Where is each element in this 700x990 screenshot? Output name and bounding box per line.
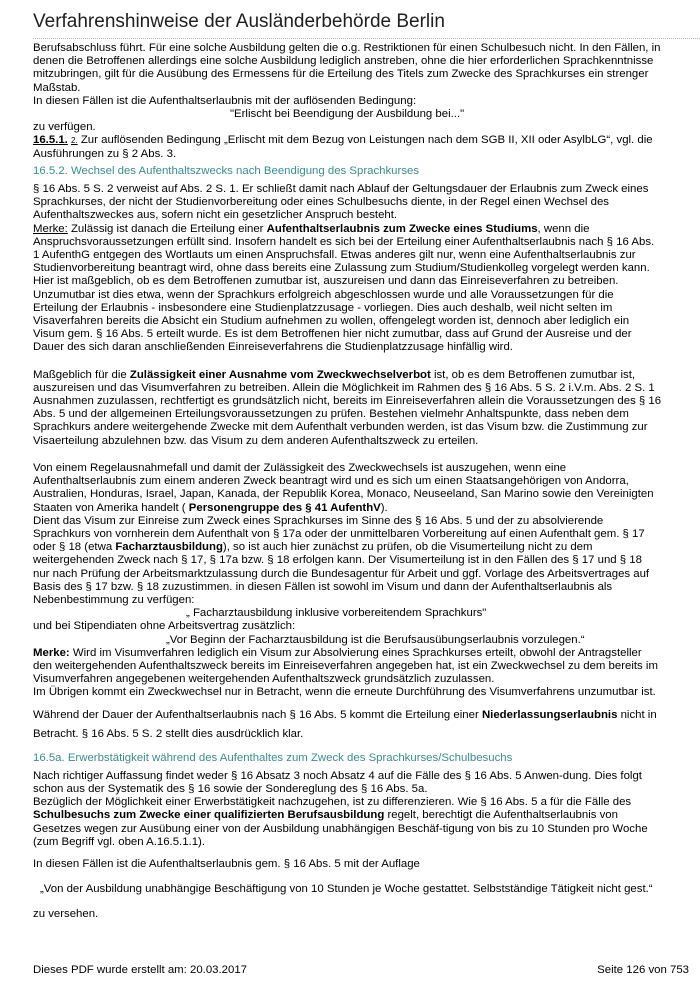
- text-span: ist, ob es dem Betroffenen zumutbar ist,: [430, 368, 636, 381]
- footer-page-number: Seite 126 von 753: [597, 964, 689, 976]
- merke-label: Merke:: [33, 222, 68, 235]
- text-line: weitergehenden Zweck nach § 17, § 17a bzw. § 18 erfolgen kann. Der Visumerteilung ist in den Fällen des § 17 und § 18: [33, 554, 642, 567]
- text-line: Basis des § 17 bzw. § 18 zuzustimmen. in diesen Fällen ist sowohl im Visum und dann der Aufenthaltserlaubnis als: [33, 580, 613, 593]
- text-line: nur nach Prüfung der Arbeitsmarktzulassung durch die Bundesagentur für Arbeit und ggf. Vorlage des Arbeitsvertrages auf: [33, 567, 650, 580]
- text-span: Wird im Visumverfahren lediglich ein Visum zur Absolvierung eines Sprachkurses erteilt, obwohl der Antragsteller: [69, 646, 642, 659]
- text-line: den weitergehenden Aufenthaltszweck bereits im Einreiseverfahren angegeben hat, ist ein Zweckwechsel zu dem bereits im: [33, 659, 658, 672]
- text-line: § 16 Abs. 5 S. 2 verweist auf Abs. 2 S. 1. Er schließt damit nach Ablauf der Geltungsdauer der Erlaubnis zum Zweck eines: [33, 183, 649, 196]
- text-line: Gesetzes wegen zur Ausübung einer von der Ausbildung unabhängigen Beschäf-tigung von bis zu 10 Stunden pro Woche: [33, 822, 648, 835]
- text-line: Sprachkurses, der nicht der Studienvorbereitung oder eines Schulbesuchs diente, in der Regel einen Wechsel des: [33, 196, 609, 209]
- text-line: [33, 706, 700, 725]
- text-line: Berufsabschluss führt. Für eine solche Ausbildung gelten die o.g. Restriktionen für einen Schulbesuch nicht. In den Fällen, in: [33, 42, 661, 54]
- text-line: [33, 502, 700, 515]
- text-line: 1 AufenthG entgegen des Wortlauts um einen Anspruchsfall. Etwas anderes gilt nur, wenn eine Aufenthaltserlaubnis zur: [33, 249, 636, 262]
- text-line: auszureisen und das Visumverfahren zu betreiben. Allein die Möglichkeit im Rahmen des § 16 Abs. 5 S. 2 i.V.m. Abs. 2 S. 1: [33, 381, 655, 394]
- text-line: [33, 369, 700, 382]
- text-span: nicht in: [617, 708, 657, 721]
- text-line: Unzumutbar ist dies etwa, wenn der Sprachkurs erfolgreich abgeschlossen wurde und alle Voraussetzungen für die: [33, 288, 614, 301]
- text-line: [33, 134, 700, 147]
- text-line: Studienvorbereitung beantragt wird, ohne dass bereits eine Zulassung zum Studium/Studienkolleg vorgelegt werden kann.: [33, 262, 650, 275]
- text-line: Maßstab.: [33, 81, 81, 94]
- text-line: Visaverfahren bereits die Absicht ein Studium aufnehmen zu wollen, offengelegt worden ist, dennoch aber lediglich ein: [33, 315, 630, 328]
- text-line: Im Übrigen kommt ein Zweckwechsel nur in Betracht, wenn die erneute Durchführung des Visumverfahrens unzumutbar ist.: [33, 686, 656, 699]
- document-body: [33, 42, 700, 924]
- footer-created-date: Dieses PDF wurde erstellt am: 20.03.2017: [33, 964, 247, 976]
- text-line: Bezüglich der Möglichkeit einer Erwerbstätigkeit nachzugehen, ist zu differenzieren. Wie § 16 Abs. 5 a für die Fälle des: [33, 796, 632, 809]
- bold-span: Personengruppe des § 41 AufenthV: [188, 501, 381, 514]
- text-line: Von einem Regelausnahmefall und damit der Zulässigkeit des Zweckwechsels ist auszugehen, wenn eine: [33, 461, 567, 474]
- bold-span: Aufenthaltserlaubnis zum Zwecke eines Studiums: [266, 222, 538, 235]
- text-line: [33, 809, 700, 822]
- text-line: Nebenbestimmung zu verfügen:: [33, 593, 195, 606]
- text-line: Australien, Honduras, Israel, Japan, Kanada, der Republik Korea, Monaco, Neuseeland, San Marino sowie den Vereinigten: [33, 488, 654, 501]
- text-line: Anspruchsvoraussetzungen erfüllt sind. Insofern handelt es sich bei der Erteilung einer Aufenthaltserlaubnis nach § 16 Abs.: [33, 235, 655, 248]
- text-span: Zulässig ist danach die Erteilung einer: [67, 222, 267, 235]
- text-span: oder § 18 (etwa: [33, 541, 116, 554]
- text-line: Ausführungen zu § 2 Abs. 3.: [33, 147, 177, 160]
- text-line: (zum Begriff vgl. oben A.16.5.1.1).: [33, 835, 206, 848]
- bold-span: Niederlassungserlaubnis: [481, 708, 618, 721]
- text-line: und bei Stipendiaten ohne Arbeitsvertrag zusätzlich:: [33, 620, 296, 633]
- text-line: Nach richtiger Auffassung findet weder § 16 Absatz 3 noch Absatz 4 auf die Fälle des § 16 Abs. 5 Anwen-dung. Dies folgt: [33, 769, 642, 782]
- text-line: Sprachkurs von vornherein dem Aufenthalt von § 17a oder der unmittelbaren Vorbereitung auf einen Aufenthalt gem. § 17: [33, 527, 645, 540]
- text-line: Aufenthaltszweckes aus, sofern nicht ein gesetzlicher Anspruch besteht.: [33, 209, 398, 222]
- section-heading: 16.5.2. Wechsel des Aufenthaltszwecks nach Beendigung des Sprachkurses: [33, 164, 420, 177]
- text-span: ), so ist auch hier zunächst zu prüfen, ob die Visumerteilung nicht zu dem: [222, 541, 593, 554]
- text-line: zu versehen.: [33, 907, 99, 920]
- text-line: Visaerteilung abzulehnen bzw. das Visum zu dem anderen Aufenthaltszweck zu erteilen.: [33, 434, 479, 447]
- bold-span: Schulbesuchs zum Zwecke einer qualifizierten Berufsausbildung: [33, 809, 385, 822]
- text-line: mitzubringen, gilt für die Ausübung des Ermessens für die Erteilung des Titels zum Zwecke des Sprachkurses ein strenger: [33, 68, 649, 81]
- text-line: Aufenthaltserlaubnis zum einem anderen Zweck beantragt wird und es sich um einen Staatsangehörigen von Andorra,: [33, 475, 629, 488]
- text-line: [33, 223, 700, 236]
- page-title: Verfahrenshinweise der Ausländerbehörde Berlin: [33, 11, 445, 32]
- text-line: Abs. 5 und der allgemeinen Erteilungsvoraussetzungen zu prüfen. Bestehen vielmehr Anhaltspunkte, dass neben dem: [33, 408, 629, 421]
- text-line: [33, 647, 700, 660]
- text-line: In diesen Fällen ist die Aufenthaltserlaubnis gem. § 16 Abs. 5 mit der Auflage: [33, 857, 420, 870]
- text-line: Visumverfahren angegebenen weitergehenden Aufenthaltszweck grundsätzlich zuzulassen.: [33, 673, 495, 686]
- text-line: Dient das Visum zur Einreise zum Zweck eines Sprachkurses im Sinne des § 16 Abs. 5 und der zu absolvierende: [33, 514, 604, 527]
- text-span: Während der Dauer der Aufenthaltserlaubnis nach § 16 Abs. 5 kommt die Erteilung einer: [33, 708, 482, 721]
- condition-quote: „ Facharztausbildung inklusive vorbereitendem Sprachkurs": [186, 607, 487, 620]
- text-line: Betracht. § 16 Abs. 5 S. 2 stellt dies ausdrücklich klar.: [33, 727, 304, 740]
- text-line: Hier ist maßgeblich, ob es dem Betroffenen zumutbar ist, auszureisen und dann das Einreiseverfahren zu betreiben.: [33, 275, 619, 288]
- text-line: In diesen Fällen ist die Aufenthaltserlaubnis mit der auflösenden Bedingung:: [33, 94, 417, 107]
- text-line: zu verfügen.: [33, 121, 96, 134]
- bold-span: Facharztausbildung: [115, 541, 223, 554]
- condition-quote: „Vor Beginn der Facharztausbildung ist die Berufsausübungserlaubnis vorzulegen.“: [166, 633, 585, 646]
- subparagraph-number: 2.: [71, 136, 78, 146]
- merke-label: Merke:: [33, 646, 70, 659]
- text-line: denen die Betroffenen allerdings eine solche Ausbildung lediglich anstreben, ohne die hier erforderlichen Sprachkenntnisse: [33, 55, 654, 68]
- text-line: schon aus der Systematik des § 16 sowie der Sondereglung des § 16 Abs. 5a.: [33, 782, 428, 795]
- text-span: , wenn die: [537, 222, 590, 235]
- text-span: regelt, berechtigt die Aufenthaltserlaubnis von: [384, 809, 618, 822]
- bold-span: Zulässigkeit einer Ausnahme vom Zweckwechselverbot: [129, 368, 431, 381]
- text-line: Dauer des sich daran anschließenden Einreiseverfahrens die Studienplatzzusage hinfällig wird.: [33, 341, 513, 354]
- text-line: Erteilung der Erlaubnis - insbesondere eine Studienplatzzusage - vorliegen. Dies auch deshalb, weil nicht selten im: [33, 301, 613, 314]
- text-span: Zur auflösenden Bedingung „Erlischt mit dem Bezug von Leistungen nach dem SGB II, XII oder AsylbLG“, vgl. die: [77, 134, 653, 147]
- section-heading: 16.5a. Erwerbstätigkeit während des Aufenthaltes zum Zweck des Sprachkurses/Schulbesuchs: [33, 751, 513, 764]
- text-span: Maßgeblich für die: [33, 368, 130, 381]
- header-divider: [33, 38, 700, 39]
- text-line: Visum gem. § 16 Abs. 5 erteilt wurde. Es ist dem Betroffenen hier nicht zumutbar, dass auf Grund der Ausreise und der: [33, 328, 632, 341]
- text-line: Sprachkurs andere weitergehende Zwecke mit dem Aufenthalt verbunden werden, ist das Visum bzw. die Zustimmung zur: [33, 421, 648, 434]
- text-span: ).: [380, 501, 388, 514]
- text-line: [33, 541, 700, 554]
- condition-quote: "Erlischt bei Beendigung der Ausbildung bei...": [230, 108, 465, 121]
- paragraph-number: 16.5.1.: [33, 134, 68, 147]
- text-line: Ausnahmen zuzulassen, rechtfertigt es grundsätzlich nicht, bereits im Einreiseverfahren allein die Voraussetzungen des § 16: [33, 395, 662, 408]
- text-span: Staaten von Amerika handelt (: [33, 501, 189, 514]
- condition-quote: „Von der Ausbildung unabhängige Beschäftigung von 10 Stunden je Woche gestattet. Selbstständige Tätigkeit nicht gest.“: [40, 882, 653, 895]
